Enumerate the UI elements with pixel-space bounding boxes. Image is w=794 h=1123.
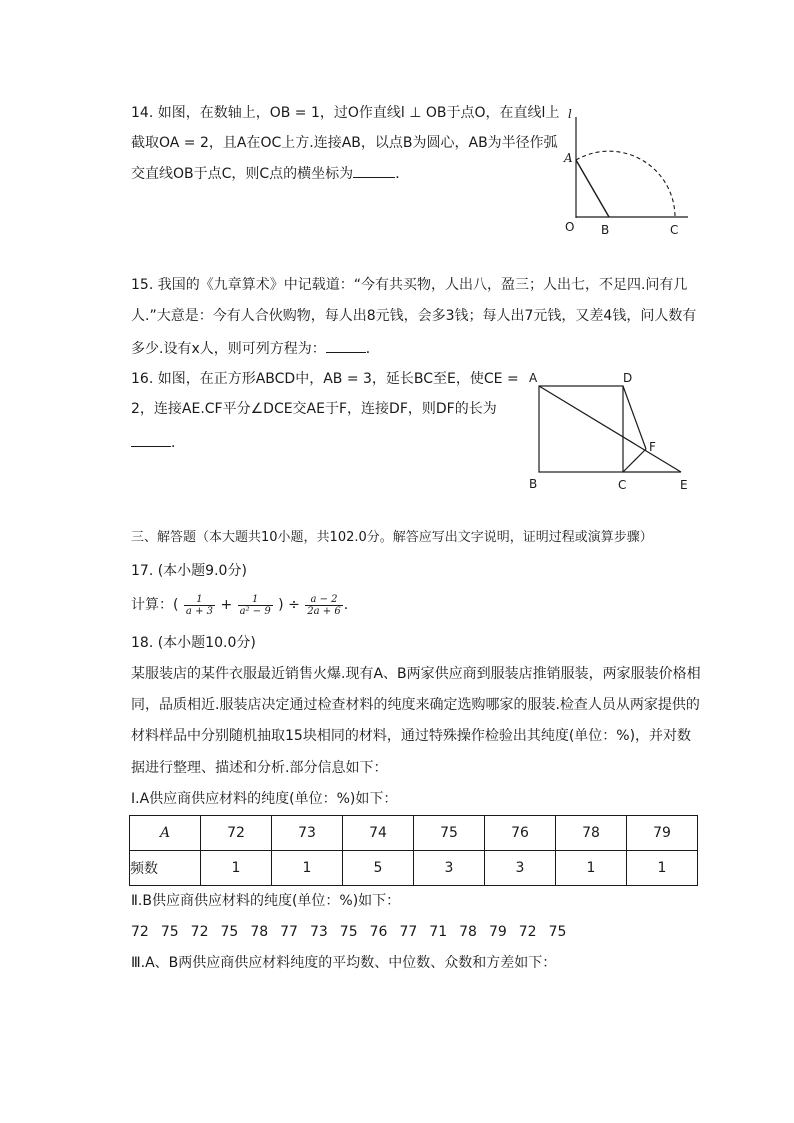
label-b: B — [601, 223, 610, 237]
table-cell: A — [130, 816, 201, 851]
table-cell: 3 — [414, 851, 485, 886]
q17-header: 17. (本小题9.0分) — [131, 563, 247, 579]
table-cell: 1 — [272, 851, 343, 886]
q16-end: ． — [171, 435, 185, 451]
q17-prefix: 计算：( — [131, 597, 179, 613]
q18-para-3: 材料样品中分别随机抽取15块相同的材料，通过特殊操作检验出其纯度(单位：%)，并对数 — [131, 728, 692, 744]
label-l: l — [568, 107, 572, 121]
b-value: 77 — [399, 924, 418, 940]
label-c: C — [618, 478, 627, 492]
b-value: 77 — [280, 924, 298, 940]
q18-part-1: Ⅰ.A供应商供应材料的纯度(单位：%)如下： — [131, 791, 398, 807]
table-cell: 1 — [627, 851, 698, 886]
b-value: 75 — [339, 924, 358, 940]
table-row — [130, 816, 698, 851]
b-purity-values — [131, 922, 578, 942]
table-cell: 1 — [201, 851, 272, 886]
fraction-3: $\frac{a - 2}{2a + 6}$ — [307, 593, 341, 617]
table-cell: 79 — [627, 816, 698, 851]
table-cell: 3 — [485, 851, 556, 886]
q14-answer-blank — [353, 163, 395, 178]
q14-line-1: 14. 如图，在数轴上，OB = 1，过O作直线l ⊥ OB于点O，在直线l上 — [131, 105, 560, 121]
table-cell: 76 — [485, 816, 556, 851]
label-e: E — [680, 478, 688, 492]
table-cell: 5 — [343, 851, 414, 886]
q17-end: . — [343, 597, 349, 613]
arc-dashed — [576, 151, 675, 217]
b-value: 76 — [369, 924, 388, 940]
label-a: A — [564, 151, 573, 165]
b-value: 75 — [220, 924, 239, 940]
q18-header: 18. (本小题10.0分) — [131, 635, 256, 651]
q15-line-1: 15. 我国的《九章算术》中记载道：“今有共买物，人出八，盈三；人出七，不足四.问有几 — [131, 277, 688, 293]
plus-sign: + — [220, 597, 233, 613]
segment-cf — [623, 449, 646, 472]
label-c: C — [670, 223, 679, 237]
q15-line-3 — [131, 338, 380, 359]
label-b: B — [529, 477, 538, 491]
section-3-heading: 三、解答题（本大题共10小题，共102.0分。解答应写出文字说明，证明过程或演算步骤） — [131, 530, 653, 545]
q15-line-2: 人.”大意是：今有人合伙购物，每人出8元钱，会多3钱；每人出7元钱，又差4钱，问人数有 — [131, 308, 697, 324]
b-value: 73 — [309, 924, 328, 940]
segment-ab — [576, 160, 609, 217]
q16-answer-blank — [131, 432, 171, 447]
q14-line-3-text: 交直线OB于点C，则C点的横坐标为 — [131, 166, 354, 182]
b-value: 78 — [459, 924, 477, 940]
label-o: O — [565, 220, 575, 234]
label-f: F — [649, 440, 656, 454]
b-value: 71 — [429, 924, 448, 940]
table-cell: 73 — [272, 816, 343, 851]
q14-figure — [555, 100, 705, 240]
purity-frequency-table — [129, 815, 698, 886]
fraction-2: $\frac{1}{\text{a² − 9}}$ — [239, 593, 271, 617]
b-value: 78 — [250, 924, 269, 940]
q15-answer-blank — [326, 338, 366, 353]
q14-end: ． — [395, 166, 410, 182]
table-row — [130, 851, 698, 886]
table-cell: 1 — [556, 851, 627, 886]
q18-part-2: Ⅱ.B供应商供应材料的纯度(单位：%)如下： — [131, 893, 401, 909]
fraction-1: $\frac{1}{a + 3}$ — [185, 593, 213, 617]
q18-para-2: 同，品质相近.服装店决定通过检查材料的纯度来确定选购哪家的服装.检查人员从两家提供的 — [131, 697, 700, 713]
q18-para-4: 据进行整理、描述和分析.部分信息如下： — [131, 760, 388, 776]
b-value: 75 — [548, 924, 567, 940]
b-value: 79 — [488, 924, 507, 940]
q15-line-3-text: 多少.设有x人，则可列方程为： — [131, 341, 326, 357]
q18-part-3: Ⅲ.A、B两供应商供应材料纯度的平均数、中位数、众数和方差如下： — [131, 955, 557, 971]
q16-line-1: 16. 如图，在正方形ABCD中，AB = 3，延长BC至E，使CE = — [131, 371, 519, 387]
q17-divide: ) ÷ — [278, 597, 300, 613]
table-cell: 75 — [414, 816, 485, 851]
table-cell: 频数 — [130, 851, 201, 886]
q14-line-2: 截取OA = 2，且A在OC上方.连接AB，以点B为圆心，AB为半径作弧 — [131, 135, 558, 151]
label-d: D — [623, 371, 633, 385]
q16-figure — [525, 370, 700, 495]
b-value: 72 — [190, 924, 209, 940]
q16-line-2: 2，连接AE.CF平分∠DCE交AE于F，连接DF，则DF的长为 — [131, 401, 497, 417]
table-cell: 74 — [343, 816, 414, 851]
table-cell: 78 — [556, 816, 627, 851]
label-a: A — [529, 371, 538, 385]
b-value: 75 — [160, 924, 179, 940]
b-value: 72 — [518, 924, 537, 940]
q16-line-3 — [131, 432, 185, 453]
segment-ae — [539, 386, 681, 472]
q14-line-3 — [131, 163, 409, 184]
table-cell: 72 — [201, 816, 272, 851]
q17-expression — [131, 592, 348, 618]
b-value: 72 — [131, 924, 149, 940]
q15-end: ． — [365, 341, 380, 357]
q18-para-1: 某服装店的某件衣服最近销售火爆.现有A、B两家供应商到服装店推销服装，两家服装价格相 — [131, 666, 701, 682]
